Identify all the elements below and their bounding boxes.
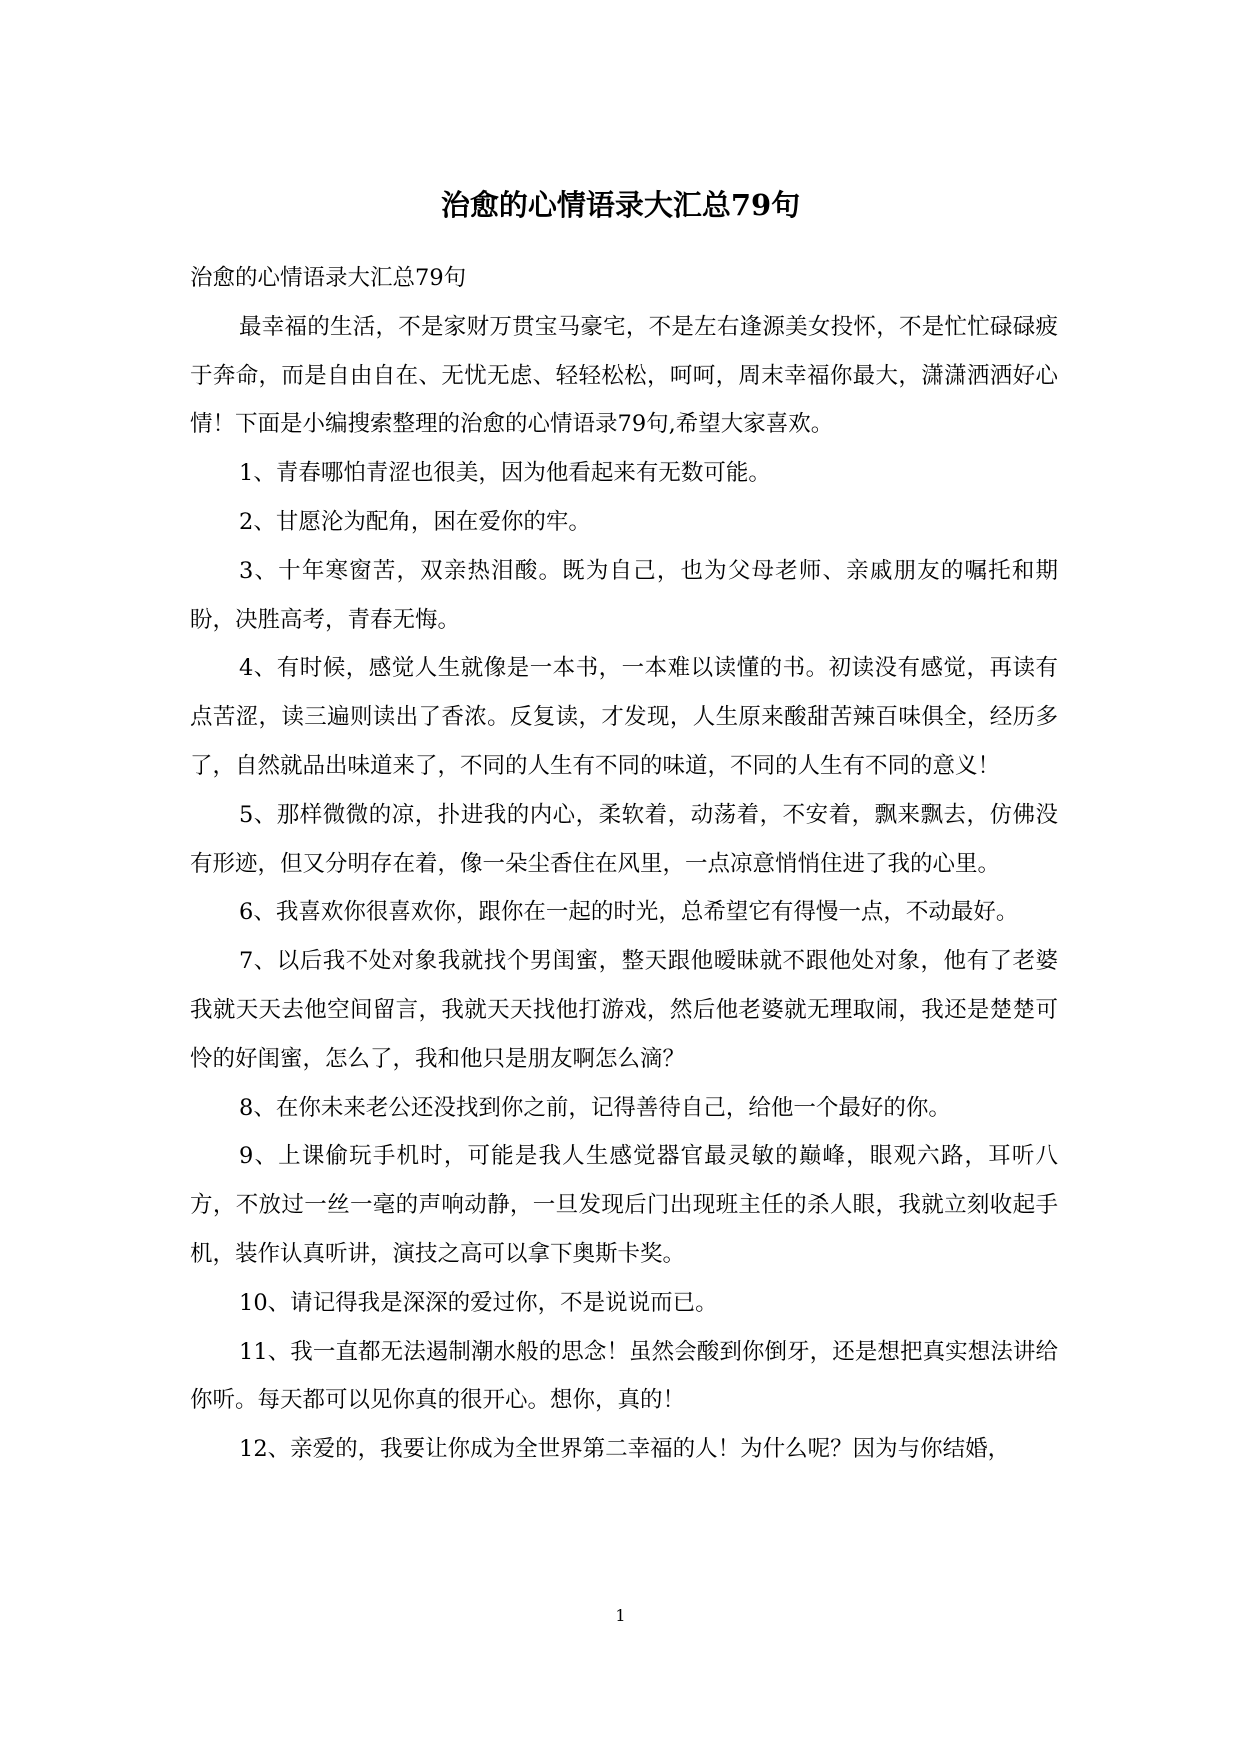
page-number: 1 bbox=[615, 1606, 626, 1625]
quote-item: 6、我喜欢你很喜欢你，跟你在一起的时光，总希望它有得慢一点，不动最好。 bbox=[239, 899, 1019, 926]
quote-item: 8、在你未来老公还没找到你之前，记得善待自己，给他一个最好的你。 bbox=[239, 1094, 951, 1121]
document-title: 治愈的心情语录大汇总79句 bbox=[440, 188, 801, 222]
quote-item: 10、请记得我是深深的爱过你，不是说说而已。 bbox=[239, 1289, 718, 1316]
quote-item: 9、上课偷玩手机时，可能是我人生感觉器官最灵敏的巅峰，眼观六路，耳听八方，不放过一丝一毫的声响动静，一旦发现后门出现班主任的杀人眼，我就立刻收起手机，装作认真听讲，演技之高可以拿下奥斯卡奖。 bbox=[190, 1143, 1058, 1267]
quote-item: 11、我一直都无法遏制潮水般的思念！虽然会酸到你倒牙，还是想把真实想法讲给你听。每天都可以见你真的很开心。想你，真的！ bbox=[190, 1338, 1058, 1414]
quote-item: 12、亲爱的，我要让你成为全世界第二幸福的人！为什么呢？因为与你结婚， bbox=[239, 1436, 1011, 1463]
intro-paragraph: 最幸福的生活，不是家财万贯宝马豪宅，不是左右逢源美女投怀，不是忙忙碌碌疲于奔命，而是自由自在、无忧无虑、轻轻松松，呵呵，周末幸福你最大，潇潇洒洒好心情！下面是小编搜索整理的治愈的心情语录79句,希望大家喜欢。 bbox=[190, 313, 1058, 438]
document-body bbox=[190, 254, 1058, 1474]
quote-item: 1、青春哪怕青涩也很美，因为他看起来有无数可能。 bbox=[239, 460, 771, 487]
quote-item: 5、那样微微的凉，扑进我的内心，柔软着，动荡着，不安着，飘来飘去，仿佛没有形迹，但又分明存在着，像一朵尘香住在风里，一点凉意悄悄住进了我的心里。 bbox=[190, 801, 1058, 877]
quote-item: 4、有时候，感觉人生就像是一本书，一本难以读懂的书。初读没有感觉，再读有点苦涩，读三遍则读出了香浓。反复读，才发现，人生原来酸甜苦辣百味俱全，经历多了，自然就品出味道来了，不同的人生有不同的味道，不同的人生有不同的意义！ bbox=[190, 655, 1058, 779]
quote-item: 3、十年寒窗苦，双亲热泪酸。既为自己，也为父母老师、亲戚朋友的嘱托和期盼，决胜高考，青春无悔。 bbox=[190, 557, 1058, 633]
document-subtitle: 治愈的心情语录大汇总79句 bbox=[190, 265, 467, 291]
quote-item: 7、以后我不处对象我就找个男闺蜜，整天跟他暧昧就不跟他处对象，他有了老婆我就天天去他空间留言，我就天天找他打游戏，然后他老婆就无理取闹，我还是楚楚可怜的好闺蜜，怎么了，我和他只是朋友啊怎么滴？ bbox=[190, 948, 1058, 1072]
quote-item: 2、甘愿沦为配角，困在爱你的牢。 bbox=[239, 508, 591, 535]
